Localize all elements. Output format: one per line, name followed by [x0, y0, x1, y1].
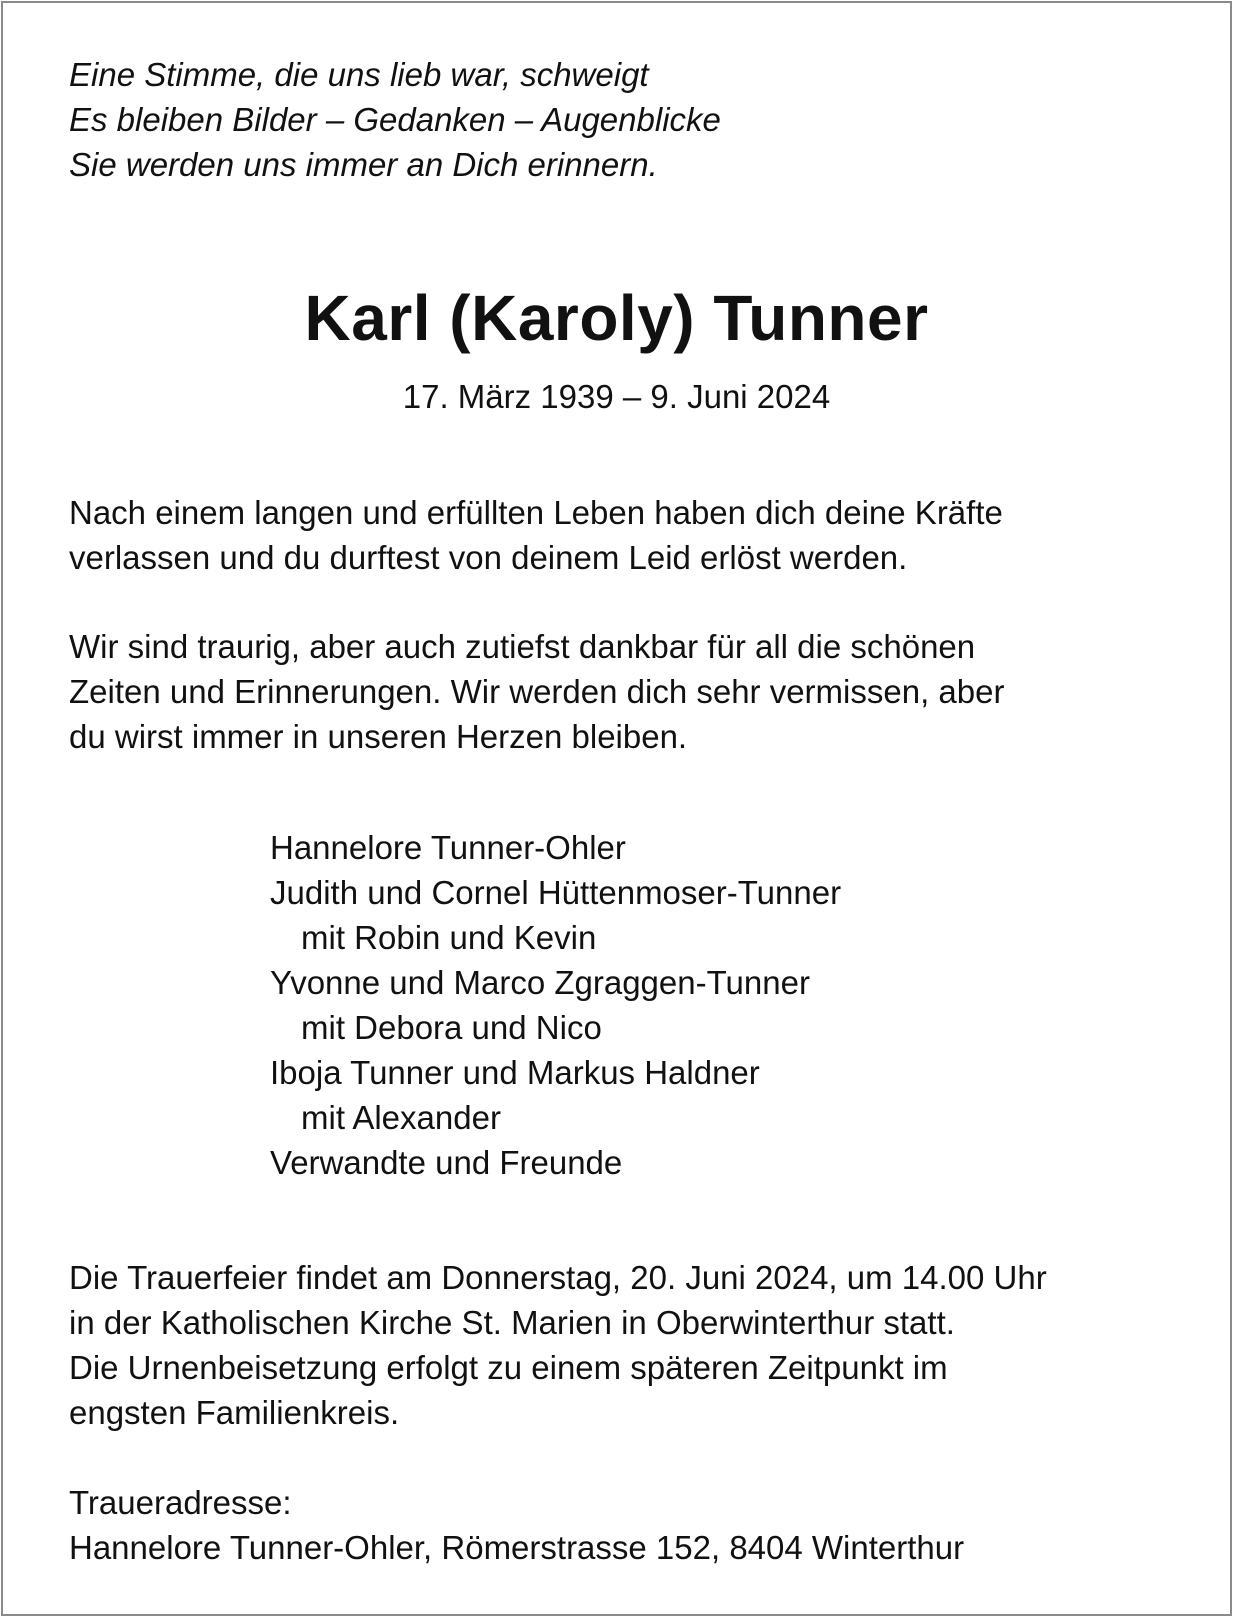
poem — [69, 52, 721, 187]
poem-line: Eine Stimme, die uns lieb war, schweigt — [69, 56, 649, 93]
text-line: Die Urnenbeisetzung erfolgt zu einem späteren Zeitpunkt im — [69, 1349, 948, 1386]
text-line: engsten Familienkreis. — [69, 1394, 400, 1431]
mourner-entry: Iboja Tunner und Markus Haldner — [270, 1054, 760, 1091]
mourner-entry: Yvonne und Marco Zgraggen-Tunner — [270, 964, 810, 1001]
mourner-entry: Verwandte und Freunde — [270, 1144, 623, 1181]
text-line: Die Trauerfeier findet am Donnerstag, 20. Juni 2024, um 14.00 Uhr — [69, 1259, 1047, 1296]
poem-line: Es bleiben Bilder – Gedanken – Augenblicke — [69, 101, 721, 138]
mourner-children: mit Alexander — [301, 1099, 501, 1136]
text-line: verlassen und du durftest von deinem Leid erlöst werden. — [69, 539, 908, 576]
poem-line: Sie werden uns immer an Dich erinnern. — [69, 146, 658, 183]
mourner-entry: Judith und Cornel Hüttenmoser-Tunner — [270, 874, 842, 911]
address-label: Traueradresse: — [69, 1484, 292, 1521]
text-line: du wirst immer in unseren Herzen bleiben. — [69, 718, 688, 755]
text-line: Zeiten und Erinnerungen. Wir werden dich sehr vermissen, aber — [69, 673, 1005, 710]
deceased-name: Karl (Karoly) Tunner — [304, 282, 929, 354]
mourner-children: mit Robin und Kevin — [301, 919, 597, 956]
mourners-list — [270, 825, 841, 1185]
text-line: Nach einem langen und erfüllten Leben haben dich deine Kräfte — [69, 494, 1003, 531]
mourner-entry: Hannelore Tunner-Ohler — [270, 829, 626, 866]
mourner-children: mit Debora und Nico — [301, 1009, 602, 1046]
mourning-address — [69, 1480, 964, 1570]
gratitude-paragraph — [69, 624, 1004, 759]
text-line: in der Katholischen Kirche St. Marien in Oberwinterthur statt. — [69, 1304, 955, 1341]
ceremony-paragraph — [69, 1255, 1047, 1435]
address-value: Hannelore Tunner-Ohler, Römerstrasse 152, 8404 Winterthur — [69, 1529, 965, 1566]
life-dates: 17. März 1939 – 9. Juni 2024 — [402, 378, 831, 415]
text-line: Wir sind traurig, aber auch zutiefst dankbar für all die schönen — [69, 628, 976, 665]
farewell-paragraph — [69, 490, 1003, 580]
